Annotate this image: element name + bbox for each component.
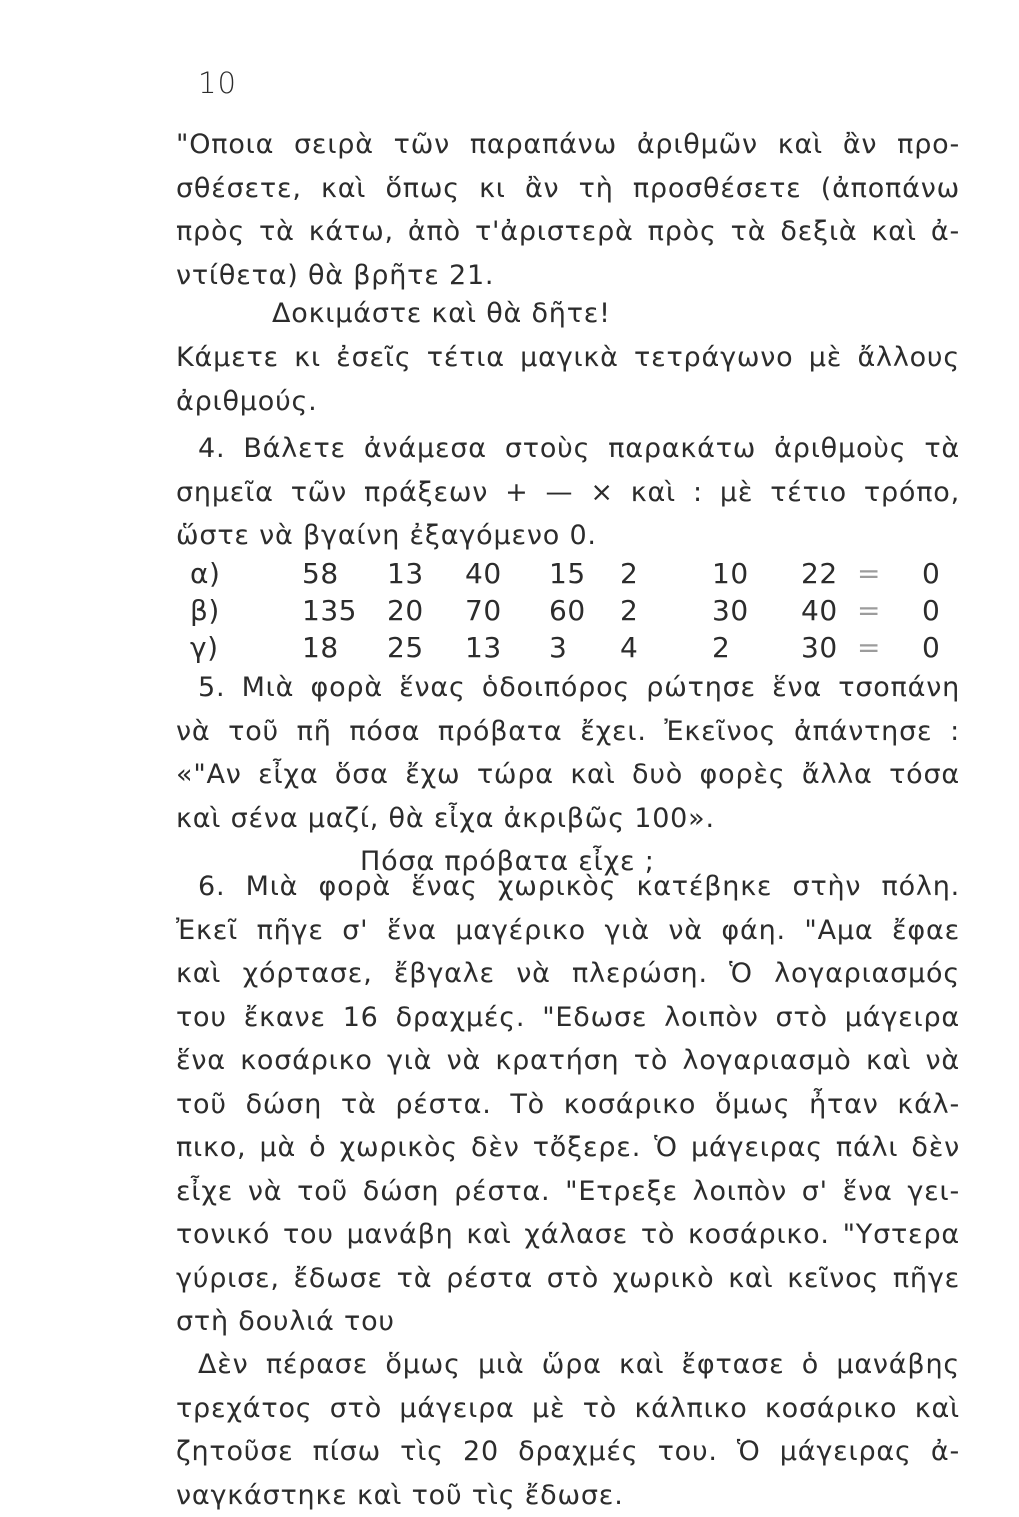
table-row xyxy=(182,629,942,666)
table-cell: 10 xyxy=(712,555,749,592)
exercise-number-table xyxy=(182,555,942,666)
table-cell: 20 xyxy=(387,592,424,629)
text-line: 5. Μιὰ φορὰ ἕνας ὁδοιπόρος ρώτησε ἕνα τσοπάνη xyxy=(176,666,960,710)
text-line: τοῦ δώση τὰ ρέστα. Τὸ κοσάρικο ὅμως ἦταν κάλ- xyxy=(176,1083,960,1127)
result-cell: 0 xyxy=(922,629,940,666)
text-line: καὶ σένα μαζί, θὰ εἶχα ἀκριβῶς 100». xyxy=(176,797,960,841)
text-line: ναγκάστηκε καὶ τοῦ τὶς ἔδωσε. xyxy=(176,1474,960,1517)
text-line: πρὸς τὰ κάτω, ἀπὸ τ'ἀριστερὰ πρὸς τὰ δεξιὰ καὶ ἀ- xyxy=(176,210,960,254)
result-cell: 0 xyxy=(922,592,940,629)
table-cell: 60 xyxy=(549,592,586,629)
table-cell: 13 xyxy=(465,629,502,666)
table-cell: 70 xyxy=(465,592,502,629)
text-line: καὶ χόρτασε, ἔβγαλε νὰ πλερώση. Ὁ λογαριασμός xyxy=(176,952,960,996)
text-line: ζητοῦσε πίσω τὶς 20 δραχμές του. Ὁ μάγειρας ἀ- xyxy=(176,1430,960,1474)
table-cell: 3 xyxy=(549,629,567,666)
table-cell: 40 xyxy=(801,592,838,629)
result-cell: 0 xyxy=(922,555,940,592)
table-cell: 25 xyxy=(387,629,424,666)
row-label: β) xyxy=(190,592,220,629)
text-line: τονικό του μανάβη καὶ χάλασε τὸ κοσάρικο. "Υστερα xyxy=(176,1213,960,1257)
text-line: σθέσετε, καὶ ὅπως κι ἂν τὴ προσθέσετε (ἀποπάνω xyxy=(176,167,960,211)
equals-sign: = xyxy=(857,629,881,666)
table-cell: 22 xyxy=(801,555,838,592)
paragraph-make-your-own xyxy=(176,336,960,423)
text-line: ἕνα κοσάρικο γιὰ νὰ κρατήση τὸ λογαριασμὸ καὶ νὰ xyxy=(176,1039,960,1083)
paragraph-exercise-4 xyxy=(176,427,960,558)
table-cell: 4 xyxy=(620,629,638,666)
equals-sign: = xyxy=(857,555,881,592)
paragraph-exercise-6 xyxy=(176,865,960,1344)
text-line: γύρισε, ἔδωσε τὰ ρέστα στὸ χωρικὸ καὶ κεῖνος πῆγε xyxy=(176,1257,960,1301)
text-line: Κάμετε κι ἐσεῖς τέτια μαγικὰ τετράγωνο μὲ ἄλλους xyxy=(176,336,960,380)
paragraph-magic-square-rule xyxy=(176,123,960,297)
equals-sign: = xyxy=(857,592,881,629)
table-cell: 2 xyxy=(712,629,730,666)
text-line: σημεῖα τῶν πράξεων + — × καὶ : μὲ τέτιο τρόπο, xyxy=(176,471,960,515)
table-cell: 2 xyxy=(620,555,638,592)
row-label: γ) xyxy=(190,629,219,666)
text-line: «"Αν εἶχα ὅσα ἔχω τώρα καὶ δυὸ φορὲς ἄλλα τόσα xyxy=(176,753,960,797)
table-row xyxy=(182,555,942,592)
text-line: τρεχάτος στὸ μάγειρα μὲ τὸ κάλπικο κοσάρικο καὶ xyxy=(176,1387,960,1431)
table-row xyxy=(182,592,942,629)
text-line: 4. Βάλετε ἀνάμεσα στοὺς παρακάτω ἀριθμοὺς τὰ xyxy=(176,427,960,471)
table-cell: 15 xyxy=(549,555,586,592)
text-line: εἶχε νὰ τοῦ δώση ρέστα. "Ετρεξε λοιπὸν σ' ἕνα γει- xyxy=(176,1170,960,1214)
row-label: α) xyxy=(190,555,220,592)
text-line: πικο, μὰ ὁ χωρικὸς δὲν τὄξερε. Ὁ μάγειρας πάλι δὲν xyxy=(176,1126,960,1170)
text-line: Ἐκεῖ πῆγε σ' ἕνα μαγέρικο γιὰ νὰ φάη. "Αμα ἔφαε xyxy=(176,909,960,953)
text-line: νὰ τοῦ πῆ πόσα πρόβατα ἔχει. Ἐκεῖνος ἀπάντησε : xyxy=(176,710,960,754)
text-line: του ἔκανε 16 δραχμές. "Εδωσε λοιπὸν στὸ μάγειρα xyxy=(176,996,960,1040)
paragraph-exercise-6-continued xyxy=(176,1343,960,1517)
text-line: Δοκιμάστε καὶ θὰ δῆτε! xyxy=(176,292,960,336)
text-line: "Οποια σειρὰ τῶν παραπάνω ἀριθμῶν καὶ ἂν προ- xyxy=(176,123,960,167)
table-cell: 30 xyxy=(712,592,749,629)
text-line: Πόσα πρόβατα εἶχε ; xyxy=(176,840,960,884)
table-cell: 13 xyxy=(387,555,424,592)
table-cell: 58 xyxy=(302,555,339,592)
text-line: Δὲν πέρασε ὅμως μιὰ ὥρα καὶ ἔφτασε ὁ μανάβης xyxy=(176,1343,960,1387)
text-line: ἀριθμούς. xyxy=(176,380,960,424)
table-cell: 30 xyxy=(801,629,838,666)
paragraph-exercise-5 xyxy=(176,666,960,884)
table-cell: 18 xyxy=(302,629,339,666)
text-line: 6. Μιὰ φορὰ ἕνας χωρικὸς κατέβηκε στὴν πόλη. xyxy=(176,865,960,909)
table-cell: 135 xyxy=(302,592,357,629)
table-cell: 40 xyxy=(465,555,502,592)
page-number: 10 xyxy=(198,66,237,100)
table-cell: 2 xyxy=(620,592,638,629)
text-line: στὴ δουλιά του xyxy=(176,1300,960,1344)
text-line: ντίθετα) θὰ βρῆτε 21. xyxy=(176,254,960,298)
paragraph-try-it xyxy=(176,292,960,336)
text-line: ὥστε νὰ βγαίνη ἐξαγόμενο 0. xyxy=(176,514,960,558)
